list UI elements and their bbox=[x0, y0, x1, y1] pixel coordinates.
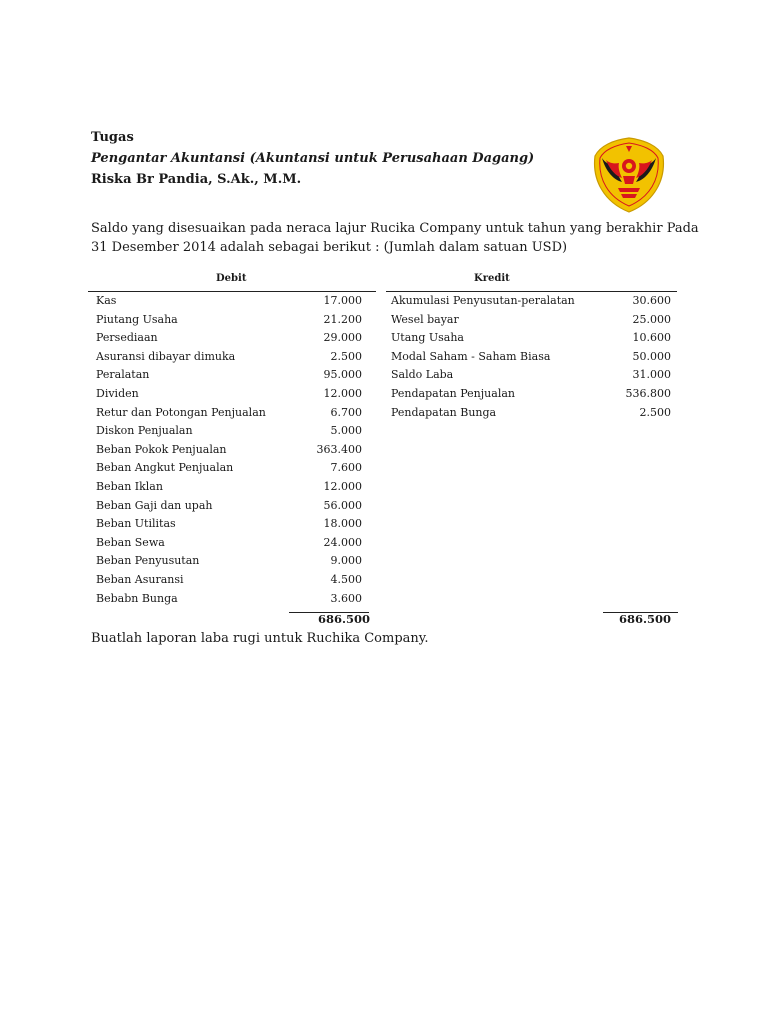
account-row bbox=[96, 536, 362, 555]
account-name: Beban Iklan bbox=[96, 480, 163, 493]
account-name: Beban Asuransi bbox=[96, 573, 184, 586]
account-amount: 25.000 bbox=[632, 312, 671, 326]
account-amount: 363.400 bbox=[316, 442, 362, 456]
account-amount: 6.700 bbox=[330, 405, 362, 419]
account-amount: 30.600 bbox=[632, 294, 671, 307]
account-row bbox=[391, 313, 671, 332]
intro-paragraph bbox=[91, 219, 699, 257]
header-assignment-label: Tugas bbox=[91, 130, 134, 145]
account-name: Saldo Laba bbox=[391, 368, 454, 382]
account-amount: 5.000 bbox=[330, 424, 362, 438]
account-name: Beban Penyusutan bbox=[96, 554, 200, 568]
account-name: Akumulasi Penyusutan-peralatan bbox=[391, 294, 575, 307]
account-name: Asuransi dibayar dimuka bbox=[96, 349, 236, 363]
account-row bbox=[96, 573, 362, 592]
account-name: Dividen bbox=[96, 387, 139, 400]
account-amount: 3.600 bbox=[330, 591, 362, 605]
account-amount: 56.000 bbox=[323, 498, 362, 512]
header-lecturer-name: Riska Br Pandia, S.Ak., M.M. bbox=[91, 172, 302, 187]
account-amount: 536.800 bbox=[625, 387, 671, 400]
account-row bbox=[96, 387, 362, 406]
account-amount: 21.200 bbox=[323, 312, 362, 326]
account-amount: 12.000 bbox=[323, 387, 362, 400]
debit-header-rule bbox=[88, 291, 376, 292]
kredit-header-rule bbox=[386, 291, 677, 292]
account-row bbox=[391, 331, 671, 350]
account-amount: 50.000 bbox=[632, 349, 671, 363]
intro-line-1: Saldo yang disesuaikan pada neraca lajur Rucika Company untuk tahun yang berakhir Pada bbox=[91, 221, 699, 236]
account-row bbox=[96, 554, 362, 573]
account-name: Peralatan bbox=[96, 368, 150, 382]
account-row bbox=[96, 294, 362, 313]
intro-line-2: 31 Desember 2014 adalah sebagai berikut : (Jumlah dalam satuan USD) bbox=[91, 240, 568, 255]
account-name: Utang Usaha bbox=[391, 331, 464, 345]
account-name: Modal Saham - Saham Biasa bbox=[391, 349, 551, 363]
account-row bbox=[391, 406, 671, 425]
account-row bbox=[391, 368, 671, 387]
kredit-total: 686.500 bbox=[618, 612, 671, 626]
account-row bbox=[96, 592, 362, 611]
account-name: Beban Sewa bbox=[96, 535, 165, 549]
account-name: Pendapatan Bunga bbox=[391, 405, 497, 419]
account-amount: 18.000 bbox=[323, 517, 362, 531]
account-name: Wesel bayar bbox=[391, 312, 459, 326]
account-row bbox=[391, 350, 671, 369]
account-amount: 2.500 bbox=[330, 349, 362, 363]
header-course-title: Pengantar Akuntansi (Akuntansi untuk Perusahaan Dagang) bbox=[91, 151, 535, 166]
account-name: Beban Angkut Penjualan bbox=[96, 461, 234, 475]
account-name: Diskon Penjualan bbox=[96, 424, 193, 438]
account-name: Kas bbox=[96, 294, 117, 307]
account-amount: 17.000 bbox=[323, 294, 362, 307]
account-amount: 9.000 bbox=[330, 554, 362, 568]
account-row bbox=[96, 461, 362, 480]
debit-total: 686.500 bbox=[317, 612, 370, 626]
account-name: Pendapatan Penjualan bbox=[391, 387, 515, 400]
account-row bbox=[96, 443, 362, 462]
account-amount: 2.500 bbox=[639, 405, 671, 419]
account-amount: 12.000 bbox=[323, 480, 362, 493]
account-name: Bebabn Bunga bbox=[96, 591, 178, 605]
account-amount: 24.000 bbox=[323, 535, 362, 549]
document-header bbox=[91, 127, 591, 190]
account-row bbox=[96, 480, 362, 499]
account-row bbox=[96, 350, 362, 369]
account-amount: 95.000 bbox=[323, 368, 362, 382]
account-row bbox=[96, 331, 362, 350]
account-row bbox=[96, 499, 362, 518]
account-name: Beban Gaji dan upah bbox=[96, 498, 213, 512]
account-name: Persediaan bbox=[96, 331, 158, 345]
account-amount: 7.600 bbox=[330, 461, 362, 475]
account-row bbox=[96, 517, 362, 536]
account-row bbox=[96, 424, 362, 443]
emblem-svg bbox=[592, 136, 666, 214]
university-emblem-icon bbox=[592, 136, 666, 214]
account-name: Piutang Usaha bbox=[96, 312, 178, 326]
account-row bbox=[391, 387, 671, 406]
account-name: Beban Pokok Penjualan bbox=[96, 442, 227, 456]
account-amount: 10.600 bbox=[632, 331, 671, 345]
account-amount: 31.000 bbox=[632, 368, 671, 382]
closing-instruction: Buatlah laporan laba rugi untuk Ruchika Company. bbox=[91, 631, 429, 646]
account-amount: 4.500 bbox=[330, 573, 362, 586]
debit-column-title: Debit bbox=[216, 273, 247, 284]
account-name: Retur dan Potongan Penjualan bbox=[96, 405, 266, 419]
account-row bbox=[96, 406, 362, 425]
account-amount: 29.000 bbox=[323, 331, 362, 345]
account-row bbox=[96, 313, 362, 332]
account-name: Beban Utilitas bbox=[96, 517, 176, 531]
account-row bbox=[391, 294, 671, 313]
account-row bbox=[96, 368, 362, 387]
kredit-column-title: Kredit bbox=[474, 273, 510, 284]
